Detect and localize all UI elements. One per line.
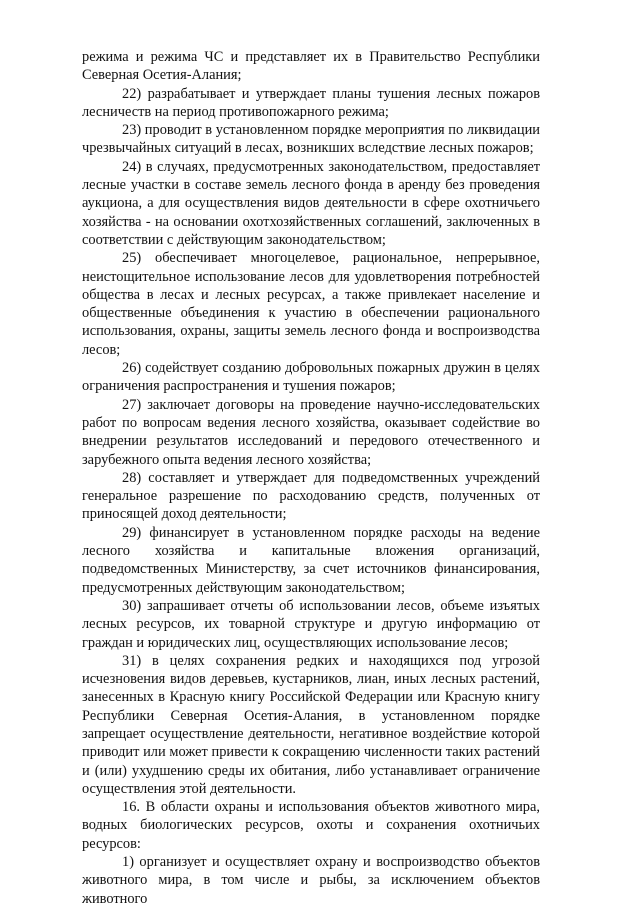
paragraph-item-25: 25) обеспечивает многоцелевое, рациональное, непрерывное, неистощительное использование лесов для удовлетворения потребностей общества в лесах и лесных ресурсах, а также привлекает население и общественные объединения к участию в обеспечении рационального использования, охраны, защиты земель лесного фонда и воспроизводства лесов; — [82, 250, 540, 358]
paragraph-item-26: 26) содействует созданию добровольных пожарных дружин в целях ограничения распространения и тушения пожаров; — [82, 360, 540, 395]
paragraph-item-1: 1) организует и осуществляет охрану и воспроизводство объектов животного мира, в том числе и рыбы, за исключением объектов животного — [82, 854, 540, 907]
paragraph-item-29: 29) финансирует в установленном порядке расходы на ведение лесного хозяйства и капитальные вложения организаций, подведомственных Министерству, за счет источников финансирования, предусмотренных действующим законодательством; — [82, 524, 540, 596]
paragraph-item-28: 28) составляет и утверждает для подведомственных учреждений генеральное разрешение по расходованию средств, полученных от приносящей доход деятельности; — [82, 469, 540, 523]
paragraph-item-30: 30) запрашивает отчеты об использовании лесов, объеме изъятых лесных ресурсов, их товарной структуре и другую информацию от граждан и юридических лиц, осуществляющих использование лесов; — [82, 597, 540, 651]
paragraph-item-31: 31) в целях сохранения редких и находящихся под угрозой исчезновения видов деревьев, кустарников, лиан, иных лесных растений, занесенных в Красную книгу Российской Федерации или Красную книгу Республики Северная Осетия-Алания, в установленном порядке запрещает осуществление деятельности, негативное воздействие которой приводит или может привести к сокращению численности таких растений и (или) ухудшению среды их обитания, либо устанавливает ограничение осуществления этой деятельности. — [82, 652, 540, 797]
paragraph-continuation: режима и режима ЧС и представляет их в Правительство Республики Северная Осетия-Алания; — [82, 49, 540, 84]
paragraph-item-27: 27) заключает договоры на проведение научно-исследовательских работ по вопросам ведения лесного хозяйства, оказывает содействие во внедрении результатов исследований и передового отечественного и зарубежного опыта ведения лесного хозяйства; — [82, 396, 540, 468]
paragraph-item-23: 23) проводит в установленном порядке мероприятия по ликвидации чрезвычайных ситуаций в лесах, возникших вследствие лесных пожаров; — [82, 122, 540, 157]
document-body — [82, 48, 540, 908]
section-16-heading: 16. В области охраны и использования объектов животного мира, водных биологических ресурсов, охоты и сохранения охотничьих ресурсов: — [82, 799, 540, 852]
paragraph-item-24: 24) в случаях, предусмотренных законодательством, предоставляет лесные участки в составе земель лесного фонда в аренду без проведения аукциона, а для осуществления видов деятельности в сфере охотничьего хозяйства - на основании охотхозяйственных соглашений, заключенных в соответствии с действующим законодательством; — [82, 158, 540, 248]
paragraph-item-22: 22) разрабатывает и утверждает планы тушения лесных пожаров лесничеств на период противопожарного режима; — [82, 85, 540, 120]
